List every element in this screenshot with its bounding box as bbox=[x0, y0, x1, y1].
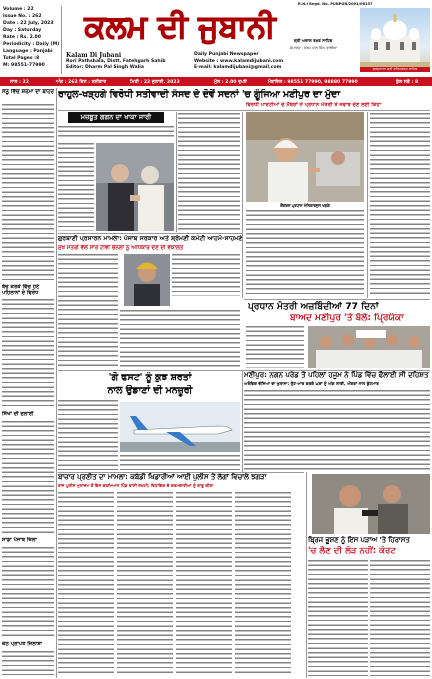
banner-headline: ਰਾਹੁਲ-ਖੜ੍ਹਗੇ ਵਿਰੋਧੀ ਸਤੀਵਾਦੀ ਸੰਸਦ ਦੇ ਦੋਵੇਂ ਸਦਨਾਂ 'ਚ ਗੂੰਜਿਆ ਮਣੀਪੁਰ ਦਾ ਮੁੱਦਾ bbox=[58, 89, 340, 100]
info-bar-issue: ਅੰਕ : 262 ਦਿਨ : ਸ਼ਨੀਵਾਰ bbox=[56, 79, 107, 85]
left-head-3: ਸਿੱਖਾਂ ਦੀ ਜੁਲਾਈ bbox=[2, 411, 34, 417]
photo-cm-portrait bbox=[124, 254, 170, 306]
story5-subhead: ਨਾਲ ਉਡਾਣਾਂ ਦੀ ਮਨਜ਼ੂਰੀ bbox=[107, 385, 193, 396]
info-bar-pages: ਕੁੱਲ ਸਫ਼ੇ : 8 bbox=[396, 79, 419, 85]
info-language: Language : Panjabi bbox=[3, 49, 53, 54]
info-mobile: M: 98551-77990 bbox=[3, 63, 45, 68]
photo-brij-bhushan bbox=[312, 474, 430, 534]
box1-head: ਮਜ਼ਬੂਤ ਗਗਨ ਦਾ ਖਾਕਾ ਜਾਰੀ bbox=[68, 112, 164, 123]
story4-subhead: ਅਰੰਭਿਕ ਦੱਸਿਆਂ ਦਾ ਖੁਲਾਸਾ: ਲੁੱਟ-ਮਾਰ ਕਰਕੇ ਘਰਾਂ ਨੂੰ ਅੱਗ ਲਾਈ, ਔਰਤਾਂ ਨਾਲ ਕੁੱਟਮਾਰ bbox=[244, 381, 379, 386]
story3-headline: ਪ੍ਰਧਾਨ ਮੰਤਰੀ ਅਜ਼ਬਿੰਦੀਆਂ 77 ਦਿਨਾਂ bbox=[248, 301, 379, 312]
banner-subhead: ਵਿਰੋਧੀ ਪਾਰਟੀਆਂ ਦੇ ਮੈਂਬਰਾਂ ਨੇ ਪ੍ਰਧਾਨ ਮੰਤਰੀ ਤੋਂ ਜਵਾਬ ਦੇਣ ਲਈ ਕਿਹਾ bbox=[246, 102, 382, 108]
masthead-info bbox=[3, 6, 62, 74]
gurdwara-caption: ਗੁਰਦੁਆਰਾ ਸ੍ਰੀ ਫਤਿਹਗੜ੍ਹ ਸਾਹਿਬ bbox=[360, 67, 430, 72]
photo-kharge-parliament bbox=[246, 112, 364, 202]
info-rate: Rate : Rs. 2.00 bbox=[3, 35, 41, 40]
info-issue: Issue No. : 262 bbox=[3, 14, 42, 19]
masthead-website: Website : www.kalamdijubani.com bbox=[194, 59, 284, 64]
gurdwara-photo bbox=[360, 8, 430, 72]
photo-modi-meeting bbox=[96, 143, 174, 231]
info-bar-date: ਮਿਤੀ : 22 ਜੁਲਾਈ, 2023 bbox=[130, 79, 180, 85]
masthead-right-sub: ਸੰਪਾਦਕ : ਧਰਮ ਪਾਲ ਸਿੰਘ ਵਾਲੀਆ bbox=[290, 46, 338, 50]
masthead-right-tag: ਸ਼੍ਰੀ ਅਕਾਲ ਤਖ਼ਤ ਸਾਹਿਬ bbox=[294, 38, 333, 43]
story4-headline: ਮਣੀਪੁਰ: ਨਗਨ ਪਰੇਡ ਤੋਂ ਪਹਿਲਾਂ ਹਜੂਮ ਨੇ ਪਿੰਡ ਵਿੱਚ ਫੈਲਾਈ ਸੀ ਦਹਿਸ਼ਤ bbox=[244, 371, 429, 379]
info-bar-year: ਸਾਲ : 22 bbox=[10, 79, 29, 85]
story5-headline: 'ਗੋ ਫਸਟ' ਨੂੰ ਕੁਝ ਸ਼ਰਤਾਂ bbox=[108, 372, 192, 383]
left-head-1: ਸੋਨੂ ਵਿੱਚ ਸ਼ਰਮਾ ਦਾ ਬਾਹਰ bbox=[2, 89, 54, 95]
story6-headline: ਬਾਜ਼ਾਰ ਪ੍ਰਣੀਤ ਦਾ ਮਾਮਲਾ: ਕਬੱਡੀ ਖਿਡਾਰੀਆਂ ਆਈ ਪੁਲੀਸ ਤੋਂ ਲੱਗਾਂ ਵਿਚਾਲੇ ਝਗੜਾ bbox=[58, 473, 267, 481]
masthead-editor: Editor: Dharm Pal Singh Walia bbox=[66, 65, 144, 70]
story2-subhead: ਮੁੱਖ ਮੰਤਰੀ ਵੱਲੋਂ ਸਾਰੇ ਟੀਵੀ ਚੈਨਲਾਂ ਨੂੰ ਅਧਿਕਾਰ ਦੇਣ ਦੀ ਵਕਾਲਤ bbox=[58, 245, 184, 251]
reg-no: R.N.I Regd. No. PUNPUN/2001/06157 bbox=[298, 2, 373, 6]
photo-aircraft bbox=[120, 402, 240, 452]
info-volume: Volume : 22 bbox=[3, 7, 34, 12]
info-bar-phone: ਮੋਬਾਇਲ : 98551 77990, 98880 77990 bbox=[268, 79, 358, 85]
story2-headline: ਗੁਰਬਾਣੀ ਪ੍ਰਸਾਰਨ ਮਾਮਲਾ: ਪੰਜਾਬ ਸਰਕਾਰ ਅਤੇ ਸ਼੍ਰੋਮਣੀ ਕਮੇਟੀ ਆਹਮੋ-ਸਾਹਮਣੇ bbox=[58, 235, 242, 242]
gurdwara-illustration bbox=[360, 8, 430, 72]
masthead-title: ਕਲਮ ਦੀ ਜੁਬਾਨੀ bbox=[84, 9, 276, 45]
left-head-5: ਕੋਠ ਪ੍ਰਾਪਤ ਜਿਲਾਸ਼ਾ bbox=[2, 641, 43, 647]
story6-subhead: ਰਾਜ ਪੁਲੀਸ ਮੁਲਾਜ਼ਮ ਤੋਂ ਇਸ ਦਰਮਿਆਨ ਪਿੰਡ ਵਾਸੀ ਜ਼ਖ਼ਮੀ; ਵਿਧਾਇਕ ਦੇ ਕਰਮਚਾਰੀਆਂ ਨੂੰ ਕਾਬੂ ਕੀਤਾ bbox=[58, 483, 214, 488]
story3-subhead: ਬਾਅਦ ਮਣੀਪੁਰ 'ਤੇ ਬੋਲੇ: ਪ੍ਰਿਯੰਕਾ bbox=[290, 313, 404, 323]
info-bar-price: ਮੁੱਲ : 2.00 ਰੁਪਏ bbox=[214, 79, 247, 85]
masthead-email: E-mail: kalamdijubani@gmail.com bbox=[194, 65, 282, 70]
masthead-subtitle: Kalam Di Jubani bbox=[66, 52, 122, 59]
left-head-4: ਸਾਡਾ ਪੰਜਾਬ ਜ਼ਿਲਾ bbox=[2, 537, 37, 543]
masthead-address: Rori Pathshala, Distt. Fatehgarh Sahib bbox=[66, 59, 166, 64]
story7-headline: ਬ੍ਰਿਜ ਭੂਸ਼ਣ ਨੂੰ ਇਸ ਪੜਾਅ 'ਤੇ ਹਿਰਾਸਤ bbox=[308, 536, 410, 544]
info-date: Date : 22 July, 2023 bbox=[3, 21, 54, 26]
info-bar bbox=[0, 77, 432, 86]
left-head-2: ਬੱਚ ਕਰਕੇ ਵਿੱਚ ਹੋਣੇ ਪਹਿਲਾਨਾਂ ਦੇ ਵਿਰੋਧ bbox=[2, 284, 40, 297]
info-day: Day : Saturday bbox=[3, 28, 42, 33]
masthead-type: Daily Punjabi Newspaper bbox=[194, 52, 259, 57]
story7-subhead: 'ਚ ਲੈਣ ਦੀ ਲੋੜ ਨਹੀਂ: ਕੋਰਟ bbox=[308, 546, 396, 556]
left-column bbox=[2, 89, 54, 677]
photo-protest bbox=[308, 326, 430, 368]
photo-caption: ਕੌਂਗਰਸ ਪ੍ਰਧਾਨ ਮੱਲਿਕਾਰਜੁਨ ਖੜਗੇ bbox=[280, 203, 330, 208]
info-periodicity: Periodicity : Daily (M) bbox=[3, 42, 60, 47]
info-pages: Total Pages :8 bbox=[3, 56, 40, 61]
